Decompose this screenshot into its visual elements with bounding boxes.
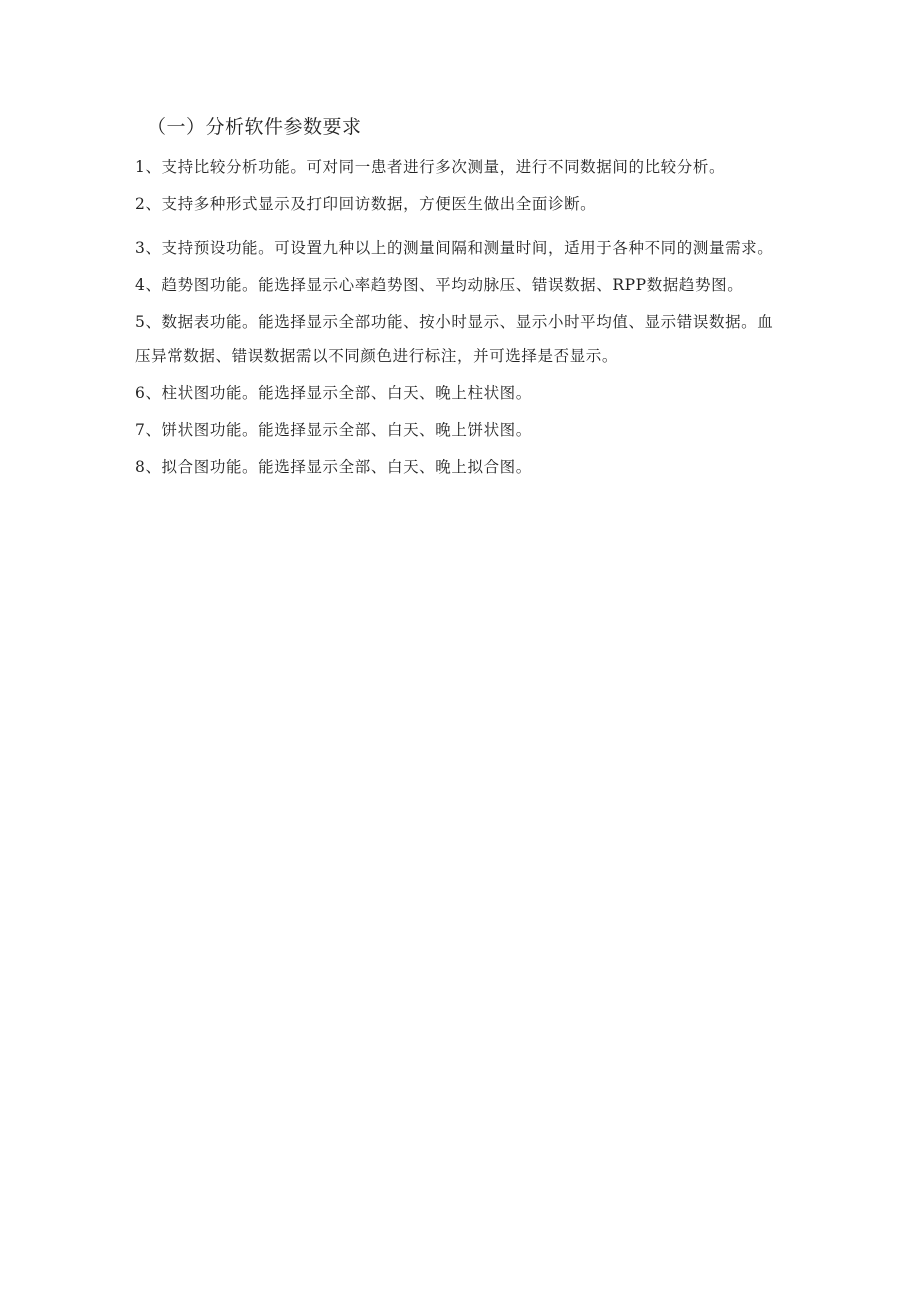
list-item: 5、数据表功能。能选择显示全部功能、按小时显示、显示小时平均值、显示错误数据。血压异常数据、错误数据需以不同颜色进行标注，并可选择是否显示。 [135, 313, 774, 365]
list-item: 6、柱状图功能。能选择显示全部、白天、晚上柱状图。 [135, 384, 532, 402]
requirements-list [135, 150, 785, 487]
list-item: 7、饼状图功能。能选择显示全部、白天、晚上饼状图。 [135, 421, 532, 439]
section-heading: （一）分析软件参数要求 [147, 116, 362, 138]
list-item: 1、支持比较分析功能。可对同一患者进行多次测量，进行不同数据间的比较分析。 [135, 158, 726, 176]
list-item: 4、趋势图功能。能选择显示心率趋势图、平均动脉压、错误数据、RPP数据趋势图。 [135, 276, 744, 294]
list-item: 8、拟合图功能。能选择显示全部、白天、晚上拟合图。 [135, 458, 532, 476]
list-item: 2、支持多种形式显示及打印回访数据，方便医生做出全面诊断。 [135, 195, 597, 213]
list-item: 3、支持预设功能。可设置九种以上的测量间隔和测量时间，适用于各种不同的测量需求。 [135, 239, 774, 257]
